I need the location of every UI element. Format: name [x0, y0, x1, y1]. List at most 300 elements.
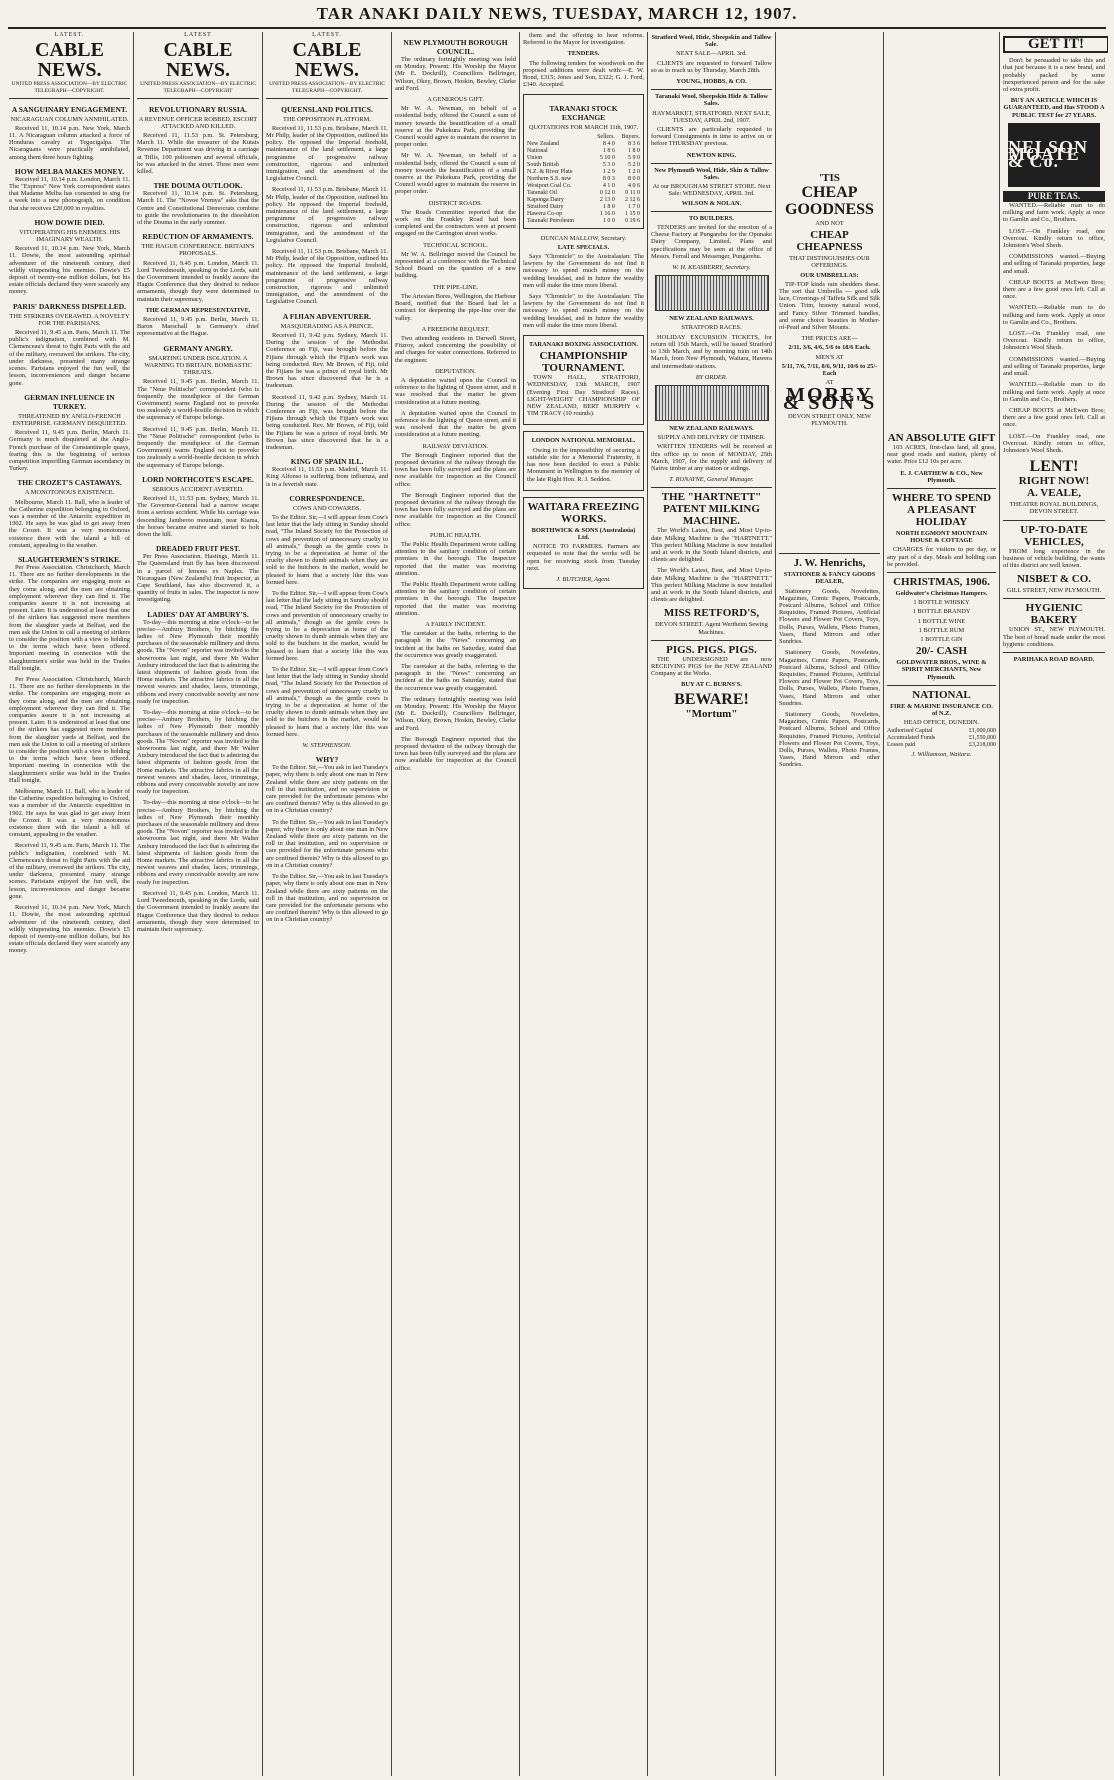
table-header-cell [527, 134, 591, 141]
subheadline: THE GERMAN REPRESENTATIVE. [145, 306, 251, 314]
table-cell: Northern S.S. new [527, 175, 572, 182]
get-it-banner: GET IT! [1003, 36, 1108, 53]
ad-text: DEVON STREET ONLY, NEW PLYMOUTH. [788, 412, 871, 428]
ad-heading: UP-TO-DATE VEHICLES, [1003, 520, 1105, 548]
ad-text: Don't be persuaded to take this and that just because it is a new brand, and probably packed by some inexperienced person and for the sake of extra profit. [1003, 57, 1105, 94]
table-cell: 0 19 6 [625, 217, 640, 224]
subheadline: NICARAGUAN COLUMN ANNIHILATED. [10, 115, 129, 123]
table-cell: Authorised Capital [887, 728, 933, 735]
ad-subheading: RIGHT NOW! [1018, 475, 1090, 488]
article-text: The Borough Engineer reported that the proposed deviation of the railway through the town has been fully surveyed and the plans are now available for inspection at the Council office. [395, 735, 516, 772]
table-row [527, 155, 640, 162]
morey-and-sons-logo: MOREY & SON'S [782, 384, 877, 414]
subheadline: SERIOUS ACCIDENT AVERTED. [152, 485, 244, 493]
article-text: Received 11, 10.14 p.m. St. Petersburg, March 11. The "Novoe Vremya" asks that the Centre and Constitutional Democrats combine to guide the revolutionaries in the dissolution of the Douma in the early summer. [137, 190, 259, 227]
classified-ad: COMMISSIONS wanted.—Buying and selling of Taranaki properties, large and small. [1003, 355, 1105, 378]
ad-subheading: SUPPLY AND DELIVERY OF TIMBER. [657, 434, 766, 442]
headline: REVOLUTIONARY RUSSIA. [148, 104, 248, 114]
table-cell: South British [527, 161, 559, 168]
ad-heading: WAITARA FREEZING WORKS. [527, 500, 640, 525]
ad-text: MEN'S AT [815, 353, 844, 361]
table-row [527, 211, 640, 218]
ad-text: Stationery Goods, Novelettes, Magazines, Comic Papers, Postcards, Postcard Albums, School and Office Requisites, Framed Pictures, Artificial Flowers and Flower Pot Covers, Toys, Dolls, Purses, Wallets, Photo Frames, Vases, Hand Mirrors and other Sundries. [779, 710, 880, 769]
classified-ad: WANTED.—Reliable man to do milking and farm work. Apply at once to Gamlin and Co., Brothers. [1003, 202, 1105, 224]
article-text: Received 11, 9.45 p.m. Berlin, March 11. The "Neue Politische" correspondent (who is frequently the mouthpiece of the German Government) warns England not to provoke too zealously a world-hostile decision in which the supremacy of Europe belongs. [137, 425, 259, 469]
headline: REDUCTION OF ARMAMENTS. [142, 232, 254, 242]
article-text: Received 11, 9.42 p.m. Sydney, March 11. During the session of the Methodist Conference an Fiji, was brought before the Fijians through which the Fijian's work was being conducted. Rev. Mr Brown, of Fiji, told the Fijians he was a prince of royal birth. Mr Brown has since discovered that he is a tradesman. [266, 331, 388, 390]
ad-heading: PIGS. PIGS. PIGS. [651, 640, 772, 656]
stock-exchange-subtitle: QUOTATIONS FOR MARCH 11th, 1907. [528, 124, 639, 132]
table-cell: National [527, 147, 548, 154]
column-8 [884, 32, 1000, 1776]
subheadline: A FAIRLY INCIDENT. [425, 621, 486, 629]
subheadline: COWS AND COWARDS. [293, 504, 361, 512]
subheadline: LATE SPECIALS. [557, 243, 610, 251]
ad-heading: GOODNESS [785, 201, 874, 218]
headline: LADIES' DAY AT AMBURY'S. [147, 609, 249, 619]
classified-ad: WANTED.—Reliable man to do milking and farm work. Apply at once to Gamlin and Co., Brothers. [1003, 381, 1105, 403]
masthead-rule [8, 27, 1106, 29]
column-2 [134, 32, 263, 1776]
ad-heading: NEW ZEALAND RAILWAYS. [669, 424, 754, 432]
table-cell: Kaponga Dairy [527, 196, 564, 203]
table-cell: 1 16 0 [599, 210, 615, 217]
subheadline: MASQUERADING AS A PRINCE. [280, 322, 374, 330]
table-cell: £1,000,000 [969, 728, 996, 735]
column-1 [6, 32, 134, 1776]
table-row [527, 162, 640, 169]
article-text: Received 11, 9.42 p.m. Sydney, March 11. During the session of the Methodist Conference an Fiji, was brought before the Fijians through which the Fijian's work was being conducted. Rev. Mr Brown, of Fiji, told the Fijians he was a prince of royal birth. Mr Brown has since discovered that he is a tradesman. [266, 393, 388, 451]
article-text: The ordinary fortnightly meeting was held on Monday. Present: His Worship the Mayor (Mr E. Dockrill), Councillors Bellringer, Wilson, Okey, Brown, Hoskin, Bewley, Clarke and Ford. [395, 695, 516, 732]
press-credit: UNITED PRESS ASSOCIATION—BY ELECTRIC TELEGRAPH—COPYRIGHT. [266, 81, 388, 98]
article-text: A deputation waited upon the Council in reference to the lighting of Queen street, and it was resolved that the matter be given consideration at a future meeting. [395, 376, 516, 406]
ad-subheading: DEVON STREET. Agent Wertheim Sewing Machines. [655, 621, 768, 636]
classified-ad: COMMISSIONS wanted.—Buying and selling of Taranaki properties, large and small. [1003, 253, 1105, 275]
ad-subheading: Goldwater's Christmas Hampers. [895, 590, 988, 598]
table-cell: Taranaki Petroleum [527, 217, 575, 224]
table-row [527, 148, 640, 155]
table-cell: £3,218,000 [969, 742, 996, 749]
ad-heading: HYGIENIC BAKERY [1003, 598, 1105, 626]
ad-text: 103 ACRES, first-class land, all grass, near good roads and station, plenty of water. Price £12 10s per acre. [887, 444, 996, 466]
ad-text: AND NOT [815, 220, 844, 227]
subheadline: TECHNICAL SCHOOL. [423, 241, 488, 249]
article-text: Received 11, 9.45 a.m. Paris, March 11. The public's indignation, combined with M. Clemenceau's threat to fight Paris with the aid of the military, overawed the strikers. The city, under darkness, presented many strange scenes. Parisians enjoyed the fun well, the lesson, inconveniences and danger became gone. [9, 842, 130, 900]
ad-text: BUY AN ARTICLE WHICH IS GUARANTEED, and Has STOOD A PUBLIC TEST for 27 YEARS. [1003, 97, 1105, 119]
article-text: To the Editor. Sir,—You ask in last Tuesday's paper, why there is only about one man in New Zealand while there are sixty patients on the roll in that institution, and no supervision or care provided for the unfortunate persons who are confined therein? Why is this allowed to go on in a Christian country? [266, 764, 388, 815]
article-text: The caretaker at the baths, referring to the paragraph in the "News" concerning an incident at the baths on Saturday, stated that the occurrence was greatly exaggerated. [395, 630, 516, 659]
headline: CORRESPONDENCE. [289, 493, 365, 503]
article-text: The Artesian Bores, Wellington, the Harbour Board, notified that the Board had let a contract for deepening the pipe-line over the valley. [395, 292, 516, 322]
ad-text: NOTICE TO FARMERS. Farmers are requested to note that the works will be open for receiving stock from Tuesday next. [527, 543, 640, 572]
table-cell: New Zealand [527, 140, 560, 147]
ad-list-item: 1 BOTTLE RUM [918, 626, 965, 634]
ad-heading: BEWARE! [674, 690, 749, 708]
ad-heading: LENT! [1029, 458, 1079, 476]
subheadline: THE HAGUE CONFERENCE. BRITAIN'S PROPOSALS. [141, 243, 255, 258]
subheadline: PUBLIC HEALTH. [430, 531, 481, 539]
memorial-notice [523, 431, 644, 490]
signature: W. STEPHENSON. [302, 742, 352, 750]
cable-news-heading: CABLE NEWS. [35, 39, 104, 82]
ad-title: LONDON NATIONAL MEMORIAL. [531, 437, 636, 445]
ad-text: HOLIDAY EXCURSION TICKETS, for return till 15th March, will be issued Stratford to 13th March, and by morning train on 14th March, from New Plymouth, Waitara, Hawera and intermediate stations. [651, 333, 772, 370]
table-row [887, 728, 996, 735]
ad-heading: 'TIS [819, 172, 840, 184]
ad-subheading: FIRE & MARINE INSURANCE CO. of N.Z. [890, 702, 993, 718]
classified-ad: CHEAP BOOTS at McEwen Bros; there are a few good ones left. Call at once. [1003, 406, 1105, 429]
ad-heading: PARIHAKA ROAD BOARD. [1003, 652, 1105, 663]
table-cell: Union [527, 154, 542, 161]
ad-heading: CHEAPNESS [796, 241, 863, 254]
headline: KING OF SPAIN ILL. [290, 457, 364, 467]
article-text: To the Editor. Sir,—I will appear from Cow's last letter that the lady sitting in Sunday should read, "The Inland Society for the Protection of cows and prevention of unnecessary cruelty to all animals," though as the gentle cows is trying to be a deprecation at home of the cruelty shown to dumb animals when they are sold to the butchers in the market, would be pleased to learn that a society like this was formed here. [266, 666, 388, 738]
ad-text: THE PRICES ARE— [801, 335, 858, 343]
ad-heading: AN ABSOLUTE GIFT [887, 432, 996, 444]
headline: HOW MELBA MAKES MONEY. [14, 166, 125, 176]
latest-label: LATEST. [54, 32, 85, 38]
table-cell: 5 2 0 [628, 161, 640, 168]
ad-text: Owing to the impossibility of securing a suitable site for a Memorial Fraternity, it has now been decided to erect a Public Monument in Wellington to the memory of the late Right Hon. R. J. Seddon. [527, 446, 640, 483]
column-9 [1000, 32, 1108, 1776]
subheadline: SMARTING UNDER ISOLATION. A WARNING TO BRITAIN. BOMBASTIC THREATS. [144, 354, 252, 377]
article-text: Mr W. A. Bellringer moved the Council be represented at a conference with the Technical School Board on the question of a new building. [395, 250, 516, 280]
headline: THE CROZET'S CASTAWAYS. [17, 478, 122, 488]
subheadline: THREATENED BY ANGLO-FRENCH ENTERPRISE. GERMANY DISQUIETED. [12, 412, 127, 427]
ad-subheading: HAYMARKET, STRATFORD. NEXT SALE, TUESDAY, APRIL 2nd, 1907. [652, 109, 771, 124]
article-text: The following tenders for woodwork on the proposed additions were dealt with:—E. W. Bond, £315; Jones and Son, £322; G. J. Ford, £340. Accepted. [523, 59, 644, 89]
headline: LORD NORTHCOTE'S ESCAPE. [142, 474, 254, 484]
table-cell: 8 0 3 [602, 175, 615, 182]
table-row [527, 141, 640, 148]
ad-text: CHARGES for visitors to per day, or any part of a day. Meals and holding can be provided. [887, 546, 996, 568]
table-cell: 8 4 0 [602, 140, 615, 147]
article-text: Received 11, 9.45 p.m. Berlin, March 11. Baron Marschall is Germany's chief representative at the Hague. [137, 316, 259, 338]
ad-text: Stationery Goods, Novelettes, Magazines, Comic Papers, Postcards, Postcard Albums, School and Office Requisites, Framed Pictures, Artificial Flowers and Flower Pot Covers, Toys, Dolls, Purses, Wallets, Photo Frames, Vases, Hand Mirrors and other Sundries. [779, 649, 880, 707]
article-text: Received 11, 10.14 p.m. New York, March 11. Dowie, the most astounding spiritual adventurer of the nineteenth century, died wildly vituperating his enemies. Dowie's £5 deposit of twenty-one million dollars, but his estate officials declared they were scarcely any money. [9, 904, 130, 955]
ad-prices: 2/11, 3/6, 4/6, 5/6 to 18/6 Each. [788, 344, 871, 352]
column-3 [263, 32, 392, 1776]
insurance-table [887, 728, 996, 749]
ad-signature: YOUNG, HOBBS, & CO. [676, 78, 747, 86]
article-text: Says "Chronicle" to the Australasian: The lawyers by the Government do not find it necessary to spend much money on the wedding breakfast, and in future the wealthy men will make the time more liberal. [523, 253, 644, 289]
subheadline: VITUPERATING HIS ENEMIES. HIS IMAGINARY WEALTH. [19, 228, 120, 244]
column-4 [392, 32, 520, 1776]
ad-text: THE UNDERSIGNED are now RECEIVING PIGS for the NEW ZEALAND Company at the Works. [651, 655, 772, 678]
table-cell: 1 2 9 [602, 168, 615, 175]
column-5 [520, 32, 648, 1776]
article-text: Received 11, 11.53 p.m. St. Petersburg, March 11. While the treasurer of the Kutais Revenue Department was driving in a carriage at Tiflis, 100 policemen and several officials, he was attacked in the street. Three men were killed. [137, 132, 259, 176]
article-text: Melbourne, March 11. Ball, who is leader of the Catherine expedition belonging to Oxford, was a member of the Antarctic expedition in 1902. He says he was glad to get away from the Crozet. It was a very monotonous existence there with the island a hill of constant, appealing to the weather. [9, 498, 130, 549]
subheadline: A MONOTONOUS EXISTENCE. [24, 489, 115, 497]
ad-title: TARANAKI BOXING ASSOCIATION. [529, 341, 638, 349]
article-text: To-day—this morning at nine o'clock—to be precise—Ambury Brothers, by hitching the ladies of New Plymouth their monthly purchases of the seasonable millinery and dress goods. The "Novon" reporter was invited to the showrooms last night, and there Mr Walter Ambury introduced the fact that is admiring the latest shipments of fashion goods from the Home markets. The attractive fabrics in all the newest weaves and shades, laces, trimmings, ribbons and every conceivable novelty are now ready for inspection. [137, 799, 259, 886]
table-cell: Accumulated Funds [887, 735, 936, 742]
ad-signature: T. RONAYNE, General Manager. [669, 476, 754, 484]
table-cell: 4 1 0 [602, 182, 615, 189]
ad-text: The World's Latest, Best, and Most Up-to-date Milking Machine is the "HARTNETT." This perfect Milking Machine is now installed and at work in the South Island districts, and clients are delighted. [651, 567, 772, 604]
ad-text: TOWN HALL, STRATFORD, WEDNESDAY, 13th MARCH, 1907 (Evening First Day Stratford Races). LIGHT-WEIGHT CHAMPIONSHIP OF NEW ZEALAND, BERT MURPHY v. TIM TRACY (10 rounds). [527, 374, 640, 418]
table-row [887, 735, 996, 742]
ad-heading: THE "HARTNETT" PATENT MILKING MACHINE. [651, 487, 772, 527]
ad-list-item: 1 BOTTLE WHISKY [913, 599, 970, 607]
table-cell: 5 3 0 [602, 161, 615, 168]
ad-text: GILL STREET, NEW PLYMOUTH. [1006, 587, 1102, 595]
subheadline: A FREEDOM REQUEST. [421, 325, 490, 333]
subheadline: A REVENUE OFFICER ROBBED. ESCORT ATTACKED AND KILLED. [138, 115, 258, 130]
ad-text: AT [825, 379, 834, 387]
table-cell: 1 8 6 [602, 147, 615, 154]
article-text: Received 11, 9.45 p.m. Berlin, March 11. Germany is much disquieted at the Anglo-French purchase of the Constantinople quays, fearing this is the beginning of serious competition imperilling German ascendancy in Turkey. [9, 429, 130, 473]
article-text: To the Editor. Sir,—I will appear from Cow's last letter that the lady sitting in Sunday should read, "The Inland Society for the Protection of cows and prevention of unnecessary cruelty to all animals," though as the gentle cows is trying to be a deprecation at home of the cruelty shown to dumb animals when they are sold to the butchers in the market, would be pleased to learn that a society like this was formed here. [266, 589, 388, 662]
table-cell: 5 9 0 [628, 154, 640, 161]
article-text: Received 11, 9.45 p.m. Berlin, March 11. The "Neue Politische" correspondent (who is frequently the mouthpiece of the German Government) warns England not to provoke too zealously a world-hostile decision in which the supremacy of Europe belongs. [137, 378, 259, 422]
article-text: To the Editor. Sir,—I will appear from Cow's last letter that the lady sitting in Sunday should read, "The Inland Society for the Protection of cows and prevention of unnecessary cruelty to all animals," though as the gentle cows is trying to be a deprecation at home of the cruelty shown to dumb animals when they are sold to the butchers in the market, would be pleased to learn that a society like this was formed here. [266, 513, 388, 586]
railway-train-engraving [655, 275, 769, 311]
press-credit: UNITED PRESS ASSOCIATION—BY ELECTRIC TELEGRAPH—COPYRIGHT. [9, 81, 130, 98]
ad-text: CLIENTS are particularly requested to forward Consignments in time to arrive on or before THURSDAY previous. [651, 126, 772, 148]
ad-text: FROM long experience in the business of vehicle building, the wants of this district are well known. [1003, 547, 1105, 569]
signature: DUNCAN MALLOW, Secretary. [540, 234, 627, 242]
ad-subheading: STATIONER & FANCY GOODS DEALER, [783, 571, 876, 586]
classified-ad: WANTED.—Reliable man to do milking and farm work. Apply at once to Gamlin and Co., Brothers. [1003, 304, 1105, 326]
subheadline: TENDERS. [567, 50, 600, 58]
classified-ad: LOST.—On Frankley road, one Overcoat. Kindly return to office, Johnston's Wool Sheds. [1003, 330, 1105, 352]
article-text: Received 11, 9.45 a.m. Paris, March 11. The public's indignation, combined with M. Clemenceau's threat to fight Paris with the aid of the military, overawed the strikers. The city, under darkness, presented many strange scenes. Parisians enjoyed the fun well, the lesson, inconveniences and danger became gone. [9, 329, 130, 387]
ad-heading: CHEAP [801, 184, 858, 201]
ad-signature: GOLDWATER BROS., WINE & SPIRIT MERCHANTS, New Plymouth. [896, 659, 987, 681]
ad-subheading: NORTH EGMONT MOUNTAIN HOUSE & COTTAGE [895, 530, 988, 545]
railway-train-engraving [655, 385, 769, 421]
boxing-ad [523, 335, 644, 425]
article-text: Mr W. A. Newman, on behalf of a residential body, offered the Council a sum of money towards the beautification of a small reserve at the Pukekura Park, providing the Council would agree to maintain the reserve in proper order. [395, 152, 516, 196]
table-row [527, 204, 640, 211]
article-text: The Roads Committee reported that the work on the Frankley Road had been completed and the contractors were at present engaged on the Carrington street works. [395, 208, 516, 238]
ad-heading: NATIONAL [887, 685, 996, 701]
article-text: The Public Health Department wrote calling attention to the sanitary condition of certain premises in the borough. The Inspector reported that the matter was receiving attention. [395, 540, 516, 577]
table-cell: 5 10 0 [599, 154, 615, 161]
table-cell: Westport Coal Co. [527, 182, 572, 189]
ad-signature: W. H. KEASBERRY, Secretary. [672, 264, 751, 272]
ad-subheading: BORTHWICK & SONS (Australasia) Ltd. [531, 526, 636, 541]
article-text: To the Editor. Sir,—You ask in last Tuesday's paper, why there is only about one man in New Zealand while there are sixty patients on the roll in that institution, and no supervision or care provided for the unfortunate persons who are confined therein? Why is this allowed to go on in a Christian country? [266, 873, 388, 924]
ad-heading: A. VEALE, [1027, 487, 1081, 500]
article-text: Received 11, 11.53 p.m. Madrid, March 11. King Alfonso is suffering from influenza, and is in a feverish state. [266, 466, 388, 488]
table-cell: 1 15 0 [625, 210, 640, 217]
ad-heading: Taranaki Wool, Sheepskin Hide & Tallow Sales. [651, 89, 772, 107]
subheadline: DISTRICT ROADS. [428, 199, 483, 207]
freezing-works-ad [523, 497, 644, 589]
subheadline: THE PIPE-LINE. [432, 283, 479, 291]
article-text: To the Editor. Sir,—You ask in last Tuesday's paper, why there is only about one man in New Zealand while there are sixty patients on the roll in that institution, and no supervision or care provided for the unfortunate persons who are confined therein? Why is this allowed to go on in a Christian country? [266, 818, 388, 869]
table-cell: 8 0 0 [628, 175, 640, 182]
headline: HOW DOWIE DIED. [34, 217, 105, 227]
ad-subheading: At our BROUGHAM STREET STORE. Next Sale: WEDNESDAY, APRIL 3rd. [652, 183, 771, 198]
ad-heading: TO BUILDERS. [651, 211, 772, 222]
ad-heading: Stratford Wool, Hide, Sheepskin and Tallow Sale. [651, 34, 772, 49]
ad-list-item: 1 BOTTLE WINE [917, 617, 966, 625]
headline: THE DOUMA OUTLOOK. [153, 181, 243, 191]
classified-ad: LOST.—On Frankley road, one Overcoat. Kindly return to office, Johnston's Wool Sheds. [1003, 227, 1105, 250]
headline: A FIJIAN ADVENTURER. [282, 311, 372, 321]
article-text: Per Press Association. Christchurch, March 11. There are no further developments in the strike. The companies are engaging more as they come along, and the men are obtaining employment wherever they can find it. The companies assure it is not increasing at present. Later. It is understood at least that one of the strikers has suggested more members from the slaughter yards at Belfast, and the men ask the Union to call a meeting of strikers to consider the position with a view to holding to the terms which have been offered. Important meeting in connection with the slaughtermen's strike was held in the Trades Hall tonight. [9, 676, 130, 784]
headline: QUEENSLAND POLITICS. [281, 104, 373, 114]
article-text: The caretaker at the baths, referring to the paragraph in the "News" concerning an incident at the baths on Saturday, stated that the occurrence was greatly exaggerated. [395, 663, 516, 692]
table-cell: 1 0 0 [602, 217, 615, 224]
ad-signature: BY ORDER. [695, 373, 728, 381]
ad-heading: CHRISTMAS, 1906. [887, 572, 996, 588]
ad-list-item: 1 BOTTLE GIN [920, 636, 963, 644]
article-text: them and the offering to hear reforms. Referred to the Mayor for investigation. [523, 32, 644, 47]
table-cell: 2 13 0 [599, 196, 615, 203]
ad-text: CLIENTS are requested to forward Tallow so as to reach us by Thursday, March 28th. [651, 59, 772, 74]
headline: GERMAN INFLUENCE IN TURKEY. [24, 392, 115, 411]
headline: NEW PLYMOUTH BOROUGH COUNCIL. [403, 38, 508, 56]
table-header-cell: Buyers. [621, 133, 640, 140]
table-cell: 0 11 0 [625, 189, 640, 196]
article-text: A deputation waited upon the Council in reference to the lighting of Queen street, and it was resolved that the matter be given consideration at a future meeting. [395, 409, 516, 439]
headline: GERMANY ANGRY. [163, 343, 233, 353]
cable-news-heading: CABLE NEWS. [163, 39, 233, 82]
ad-heading: MISS RETFORD'S, [663, 607, 760, 620]
article-text: Received 11, 11.53 p.m. Brisbane, March 11. Mr Philp, leader of the Opposition, outlined his policy. He opposed the Imperial freehold, maintenance of the land settlement, a large programme of progressive railway construction, rigorous and unlimited immigration, and the amendment of the Legislative Council. [266, 248, 388, 306]
article-text: Melbourne, March 11. Ball, who is leader of the Catherine expedition belonging to Oxford, was a member of the Antarctic expedition in 1902. He says he was glad to get away from the Crozet. It was a very monotonous existence there with the island a hill of constant, appealing to the weather. [9, 788, 130, 839]
article-text: Per Press Association. Hastings, March 11. The Queensland fruit fly has been discovered in a parcel of lemons ex Naples. The Nicaraguan (New Zealand's) fruit Inspector, at Cape Southland, has also discovered it, a quantity of fruits in sales. The inspector is now investigating. [137, 553, 259, 604]
table-cell: £1,550,000 [969, 735, 996, 742]
article-text: To-day—this morning at nine o'clock—to be precise—Ambury Brothers, by hitching the ladies of New Plymouth their monthly purchases of the seasonable millinery and dress goods. The "Novon" reporter was invited to the showrooms last night, and there Mr Walter Ambury introduced the fact that is admiring the latest shipments of fashion goods from the Home markets. The attractive fabrics in all the newest weaves and shades, laces, trimmings, ribbons and every conceivable novelty are now ready for inspection. [137, 618, 259, 705]
table-cell: 1 2 0 [628, 168, 640, 175]
article-text: Received 11, 10.14 p.m. New York, March 11. A Nicaraguan column attacked a force of Honduras cavalry at Tegucigalpa. The Nicaraguans were practically annihilated, among them three hours fighting. [9, 124, 130, 161]
table-row [527, 197, 640, 204]
article-text: Mr W. A. Newman, on behalf of a residential body, offered the Council a sum of money towards the beautification of a small reserve at the Pukekura Park, providing the Council would agree to maintain the reserve in proper order. [395, 105, 516, 149]
subheadline: THE STRIKERS OVERAWED. A NOVELTY FOR THE PARISIANS. [9, 312, 130, 327]
article-text: Says "Chronicle" to the Australasian: The lawyers by the Government do not find it necessary to spend much money on the wedding breakfast, and in future the wealthy men will make the time more liberal. [523, 293, 644, 329]
signature: J. BUTCHER, Agent. [556, 575, 611, 583]
classified-ad: LOST.—On Frankley road, one Overcoat. Kindly return to office, Johnston's Wool Sheds. [1003, 432, 1105, 454]
headline: SLAUGHTERMEN'S STRIKE. [18, 554, 121, 564]
table-row [527, 218, 640, 225]
table-cell: Taranaki Oil [527, 189, 558, 196]
table-row [527, 190, 640, 197]
ad-text: TENDERS are invited for the erection of a Cheese Factory at Pungarehu for the Opunake Dairy Company, Limited. Plans and specifications may be seen at the office of Messrs. Ferrall and Messenger, Pungarehu. [651, 224, 772, 260]
table-cell: Losses paid [887, 742, 916, 749]
ad-text: WRITTEN TENDERS will be received at this office up to noon of MONDAY, 25th March, 1907, for the supply and delivery of Native timber at any station or sidings. [651, 443, 772, 472]
headline: DREADED FRUIT PEST. [155, 544, 241, 554]
table-row [527, 169, 640, 176]
ad-subheading: STRATFORD RACES. [681, 324, 742, 332]
ad-text: Stationery Goods, Novelettes, Magazines, Comic Papers, Postcards, Postcard Albums, School and Office Requisites, Framed Pictures, Artificial Flowers and Flower Pot Covers, Toys, Dolls, Purses, Wallets, Photo Frames, Vases, Hand Mirrors and other Sundries. [779, 587, 880, 646]
headline: WHY? [315, 755, 339, 765]
cable-news-heading: CABLE NEWS. [292, 39, 362, 82]
subheadline: THE OPPOSITION PLATFORM. [283, 115, 371, 123]
ad-signature: NEWTON KING. [686, 151, 737, 159]
ad-text: THAT DISTINGUISHES OUR OFFERINGS. [789, 255, 870, 270]
subheadline: RAILWAY DEVIATION. [422, 442, 489, 450]
ad-prices: 5/11, 7/6, 7/11, 8/6, 9/11, 10/6 to 25/- Each [781, 362, 878, 378]
ad-heading: WHERE TO SPEND A PLEASANT HOLIDAY [887, 488, 996, 528]
article-text: Received 11, 10.14 p.m. London, March 11. The "Express" New York correspondent states that Madame Melba has consented to sing for a week into a new phonograph, on condition that she receives £20,000 in royalties. [9, 175, 130, 212]
article-text: Received 11, 11.53 p.m. Brisbane, March 11. Mr Philp, leader of the Opposition, outlined his policy. He opposed the Imperial freehold, maintenance of the land settlement, a large programme of progressive railway construction, rigorous and unlimited immigration, and the amendment of the Legislative Council. [266, 186, 388, 244]
ad-heading: J. W. Henrichs, [779, 553, 880, 569]
table-cell: Stratford Dairy [527, 203, 564, 210]
table-header-row [527, 134, 640, 141]
headline: A SANGUINARY ENGAGEMENT. [11, 104, 128, 114]
ad-heading: New Plymouth Wool, Hide, Skin & Tallow Sales. [651, 163, 772, 181]
table-cell: 0 12 0 [599, 189, 615, 196]
nelson-moate-logo: NELSON MOATE & Co. [1008, 123, 1100, 187]
table-row [527, 183, 640, 190]
stock-exchange-box [523, 94, 644, 228]
stock-exchange-title: TARANAKI STOCK EXCHANGE [549, 104, 618, 123]
table-cell: Hawera Co-op [527, 210, 563, 217]
ad-signature: E. J. CARTHEW & CO., New Plymouth. [900, 469, 983, 484]
ad-signature: WILSON & NOLAN. [681, 199, 742, 207]
table-cell: 8 3 6 [628, 140, 640, 147]
ad-heading: NISBET & CO. [1016, 573, 1092, 586]
subheadline: DEPUTATION. [435, 367, 476, 375]
ad-price: 20/- CASH [915, 645, 968, 658]
article-text: Received 11, 11.53 p.m. Brisbane, March 11. Mr Philp, leader of the Opposition, outlined his policy. He opposed the Imperial freehold, maintenance of the land settlement, a large programme of progressive railway construction, rigorous and unlimited immigration, and the amendment of the Legislative Council. [266, 124, 388, 183]
ad-subheading: NEXT SALE—APRIL 3rd. [676, 50, 747, 58]
subheadline: A GENEROUS GIFT. [427, 96, 484, 104]
ad-subheading: OUR UMBRELLAS: [800, 271, 859, 279]
latest-label: LATEST [184, 32, 212, 38]
ad-list-item: 1 BOTTLE BRANDY [912, 608, 971, 616]
masthead: TAR ANAKI DAILY NEWS, TUESDAY, MARCH 12, 1907. [316, 4, 798, 23]
article-text: Per Press Association. Christchurch, March 11. There are no further developments in the strike. The companies are engaging more as they come along, and the men are obtaining employment wherever they can find it. The companies assure it is not increasing at present. Later. It is understood at least that one of the strikers has suggested more members from the slaughter yards at Belfast, and the men ask the Union to call a meeting of strikers to consider the position with a view to holding to the terms which have been offered. Important meeting in connection with the slaughtermen's strike was held in the Trades Hall tonight. [9, 563, 130, 672]
table-header-cell: Sellers. [597, 133, 615, 140]
table-cell: N.Z. & River Plate [527, 168, 573, 175]
article-text: Received 11, 9.45 p.m. London, March 11. Lord Tweedmouth, speaking in the Lords, said the Government intended to frankly assure the Hague Conference that they desired to reduce armaments, though they were determined to maintain their supremacy. [137, 889, 259, 933]
table-cell: 1 8 0 [628, 147, 640, 154]
table-row [887, 742, 996, 749]
ad-heading: "Mortum" [685, 707, 738, 720]
ad-text: TIP-TOP kinds rain shedders these. The sort that Umbrella — good silk lace, Coverings of Taffeta Silk and Silk Union. Trim, brawny natural wood, and Fancy Silver Trimmed handles, and some choice beauties in Mother-of-Pearl and Silver Mounts. [779, 280, 880, 332]
table-cell: 1 7 0 [628, 203, 640, 210]
columns [6, 32, 1108, 1776]
article-text: To-day—this morning at nine o'clock—to be precise—Ambury Brothers, by hitching the ladies of New Plymouth their monthly purchases of the seasonable millinery and dress goods. The "Novon" reporter was invited to the showrooms last night, and there Mr Walter Ambury introduced the fact that is admiring the latest shipments of fashion goods from the Home markets. The attractive fabrics in all the newest weaves and shades, laces, trimmings, ribbons and every conceivable novelty are now ready for inspection. [137, 709, 259, 796]
ad-heading: CHAMPIONSHIP TOURNAMENT. [539, 350, 628, 375]
ad-text: HEAD OFFICE, DUNEDIN. [903, 719, 980, 727]
ad-text: The World's Latest, Best, and Most Up-to-date Milking Machine is the "HARTNETT." This perfect Milking Machine is now installed and at work in the South Island districts, and clients are delighted. [651, 527, 772, 564]
column-7 [776, 32, 884, 1776]
classified-ad: CHEAP BOOTS at McEwen Bros; there are a few good ones left. Call at once. [1003, 278, 1105, 301]
column-6 [648, 32, 776, 1776]
table-cell: 1 8 0 [602, 203, 615, 210]
table-row [527, 176, 640, 183]
latest-label: LATEST. [312, 32, 342, 38]
press-credit: UNITED PRESS ASSOCIATION—BY ELECTRIC TELEGRAPH—COPYRIGHT [137, 81, 259, 98]
article-text: Received 11, 9.45 p.m. London, March 11. Lord Tweedmouth, speaking in the Lords, said the Government intended to frankly assure the Hague Conference that they desired to reduce armaments, though they were determined to maintain their supremacy. [137, 259, 259, 303]
ad-text: UNION ST., NEW PLYMOUTH. The best of bread made under the most hygienic conditions. [1003, 626, 1105, 648]
article-text: Two attending residents in Darwell Street, Fitzroy, asked concerning the possibility of and charges for water connections. Referred to the engineer. [395, 334, 516, 364]
ad-signature: J. Williamson, Waitara. [911, 751, 972, 759]
article-text: Received 11, 10.14 p.m. New York, March 11. Dowie, the most astounding spiritual adventurer of the nineteenth century, died wildly vituperating his enemies. Dowie's £5 deposit of twenty-one million dollars, but his estate officials declared they were scarcely any money. [9, 245, 130, 296]
article-text: Received 11, 11.53 p.m. Sydney, March 11. The Governor-General had a narrow escape from a serious accident. While his carriage was descending Jamberoo mountain, near Kiama, the horses became restive and started to bolt down the hill. [137, 494, 259, 538]
table-cell: 4 0 6 [628, 182, 640, 189]
ad-heading: NEW ZEALAND RAILWAYS. [669, 315, 754, 323]
article-text: The Borough Engineer reported that the proposed deviation of the railway through the town has been fully surveyed and the plans are now available for inspection at the Council office. [395, 451, 516, 488]
stock-quotations-table [527, 134, 640, 225]
ad-text: THEATRE ROYAL BUILDINGS, DEVON STREET. [1009, 501, 1099, 516]
table-cell: 2 12 6 [625, 196, 640, 203]
pure-teas-banner: PURE TEAS. [1003, 191, 1105, 202]
ad-heading: BUY AT C. BURNS'S. [681, 681, 742, 689]
article-text: The ordinary fortnightly meeting was held on Monday. Present: His Worship the Mayor (Mr E. Dockrill), Councillors Bellringer, Wilson, Okey, Brown, Hoskin, Bewley, Clarke and Ford. [395, 56, 516, 92]
ad-heading: CHEAP [810, 229, 849, 242]
article-text: The Public Health Department wrote calling attention to the sanitary condition of certain premises in the borough. The Inspector reported that the matter was receiving attention. [395, 581, 516, 617]
headline: PARIS' DARKNESS DISPELLED. [12, 301, 126, 311]
